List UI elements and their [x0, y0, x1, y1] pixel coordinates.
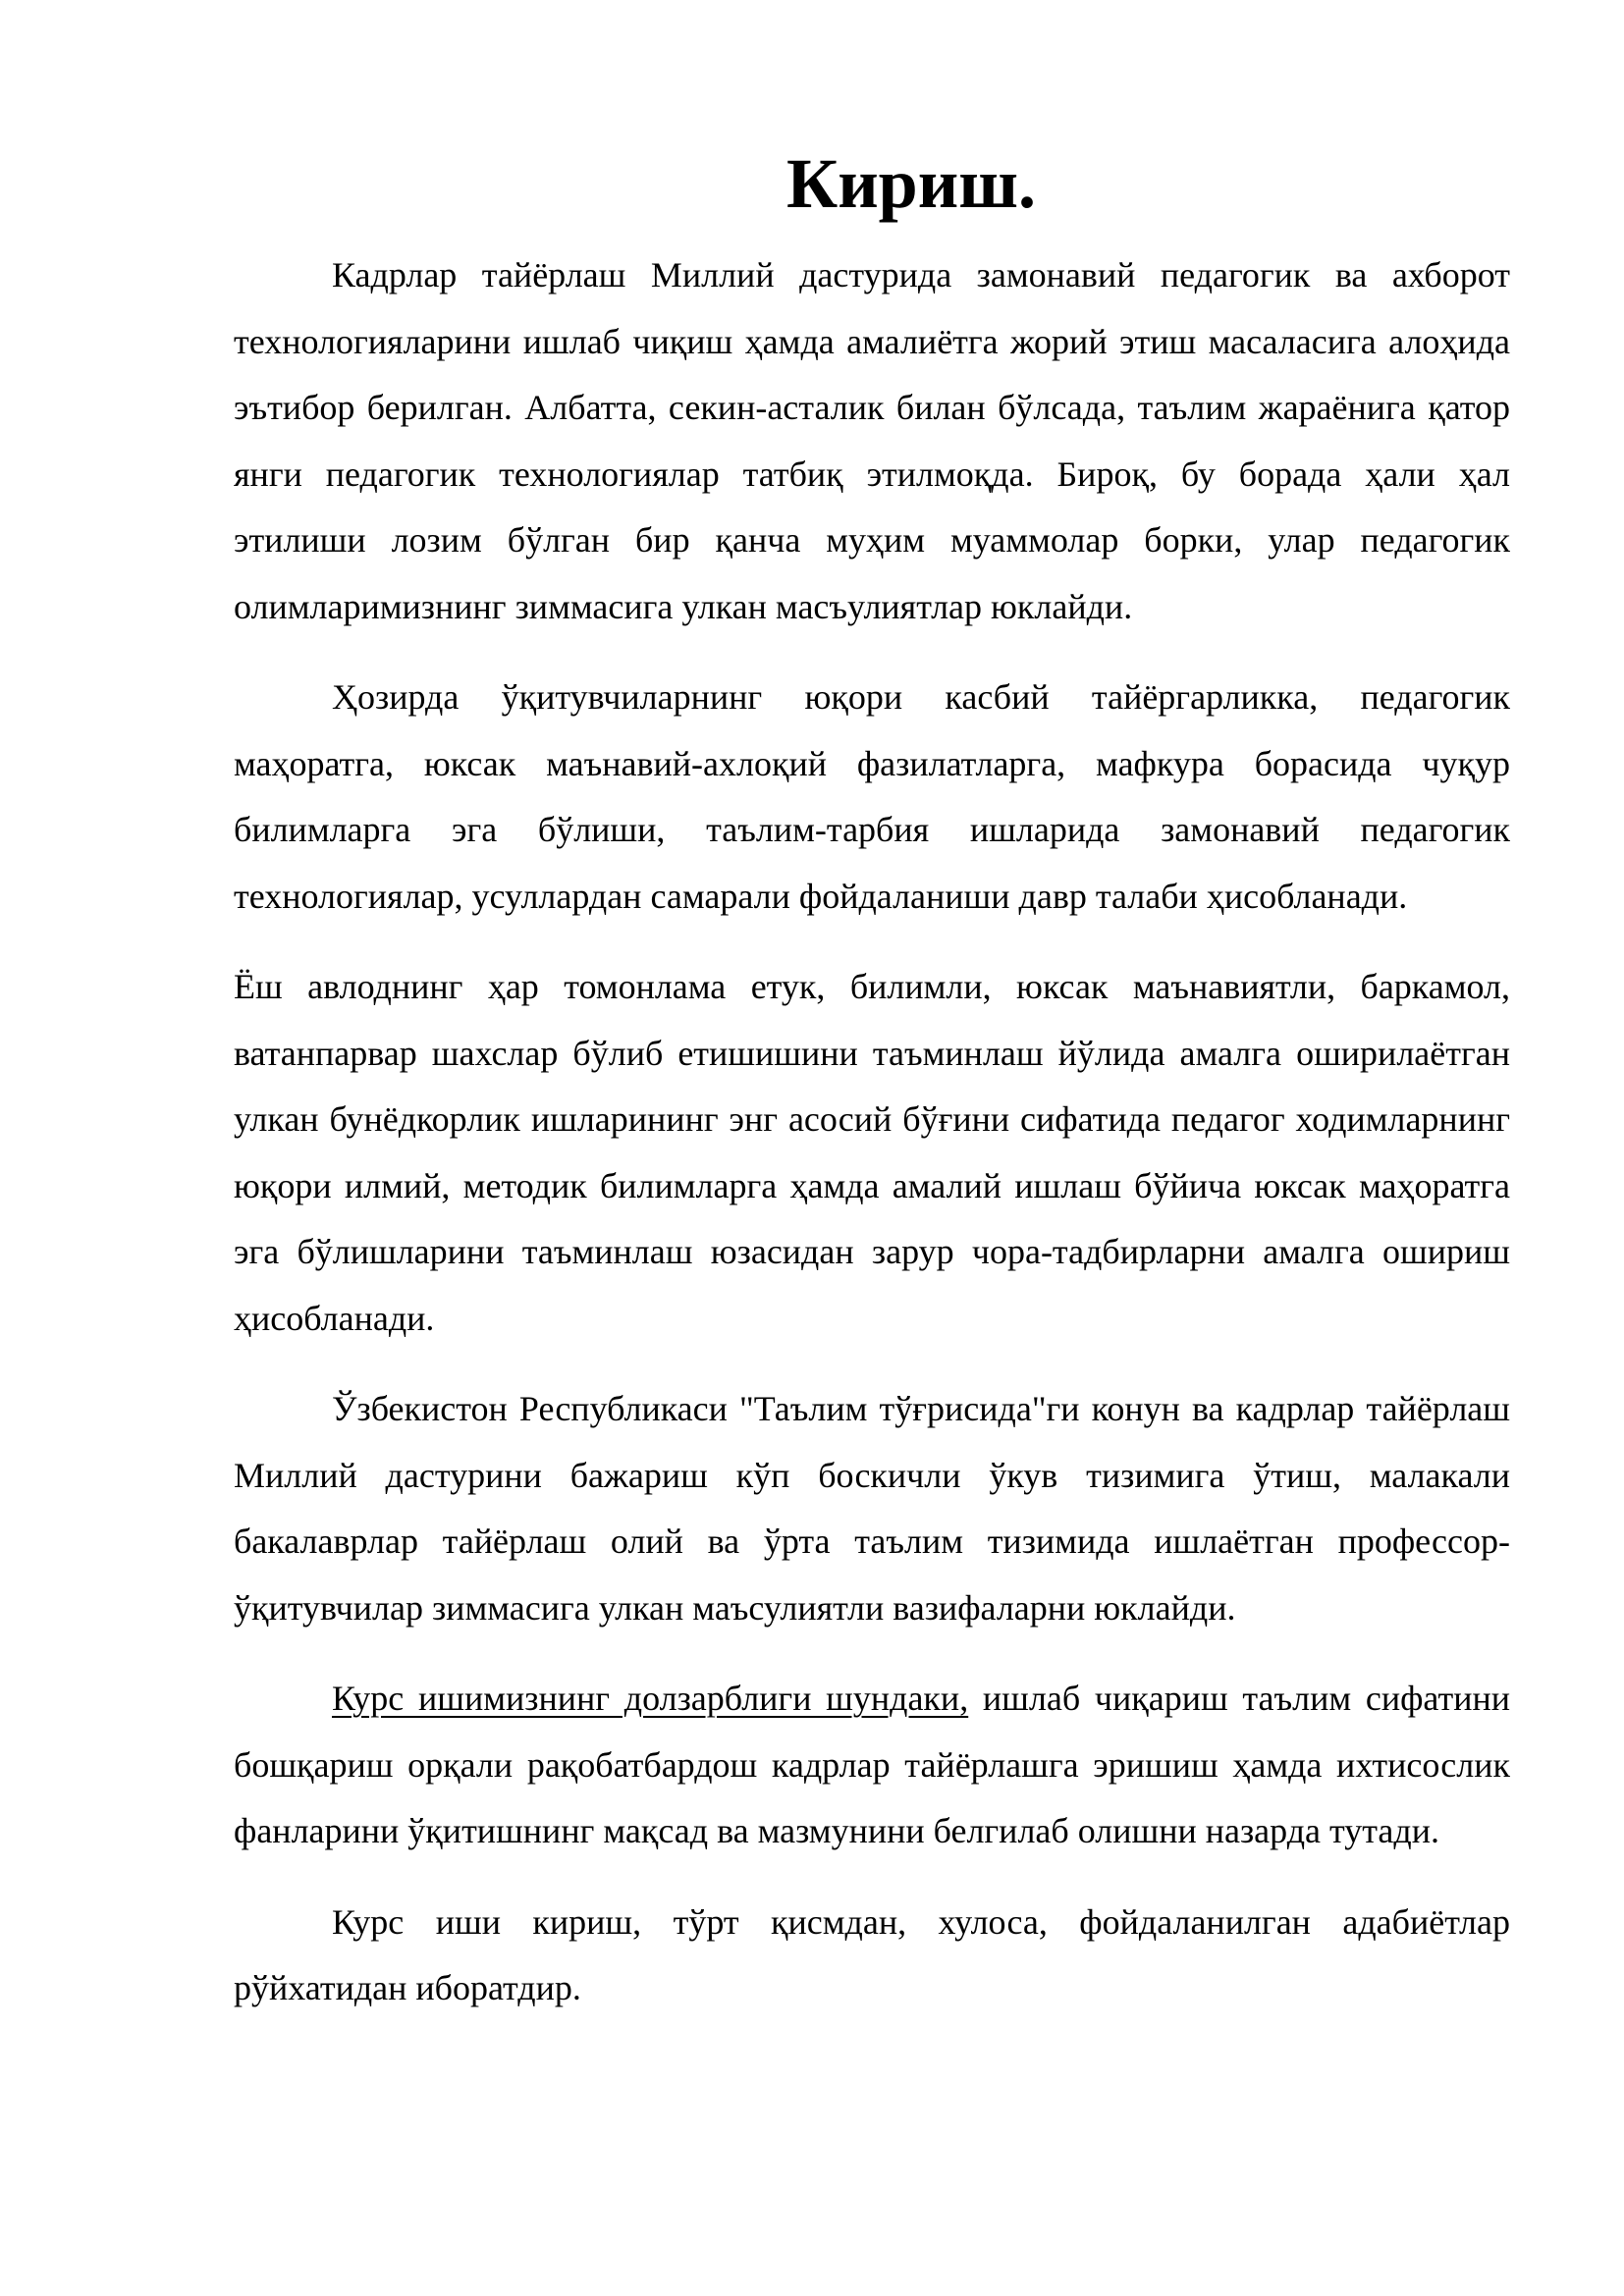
relevance-heading: Курс ишимизнинг долзарблиги шундаки,	[332, 1679, 969, 1718]
paragraph-2: Ҳозирда ўқитувчиларнинг юқори касбий тайёргарликка, педагогик маҳоратга, юксак маънавий-ахлоқий фазилатларга, мафкура борасида чуқур билимларга эга бўлиши, таълим-тарбия ишларида замонавий педагогик технологиялар, усуллардан самарали фойдаланиши давр талаби ҳисобланади.	[234, 677, 1510, 916]
paragraph-3: Ёш авлоднинг ҳар томонлама етук, билимли, юксак маънавиятли, баркамол, ватанпарвар шахслар бўлиб етишишини таъминлаш йўлида амалга оширилаётган улкан бунёдкорлик ишларининг энг асосий бўғини сифатида педагог ходимларнинг юқори илмий, методик билимларга ҳамда амалий ишлаш бўйича юксак маҳоратга эга бўлишларини таъминлаш юзасидан зарур чора-тадбирларни амалга ошириш ҳисобланади.	[234, 967, 1510, 1338]
paragraph-5	[234, 1666, 1510, 1865]
relevance-text: ишлаб чиқариш таълим сифатини бошқариш орқали рақобатбардош кадрлар тайёрлашга эришиш ҳамда ихтисослик фанларини ўқитишнинг мақсад ва мазмунини белгилаб олишни назарда тутади.	[234, 1679, 1511, 1850]
paragraph-6: Курс иши кириш, тўрт қисмдан, хулоса, фойдаланилган адабиётлар рўйхатидан иборатдир.	[234, 1901, 1510, 2007]
page-title: Кириш.	[785, 144, 1036, 223]
document-body	[234, 144, 1511, 2022]
paragraph-4: Ўзбекистон Республикаси "Таълим тўғрисида"ги конун ва кадрлар тайёрлаш Миллий дастурини бажариш кўп боскичли ўкув тизимига ўтиш, малакали бакалаврлар тайёрлаш олий ва ўрта таълим тизимида ишлаётган профессор-ўқитувчилар зиммасига улкан маъсулиятли вазифаларни юклайди.	[234, 1389, 1510, 1628]
paragraph-1: Кадрлар тайёрлаш Миллий дастурида замонавий педагогик ва ахборот технологияларини ишлаб чиқиш ҳамда амалиётга жорий этиш масаласига алоҳида эътибор берилган. Албатта, секин-асталик билан бўлсада, таълим жараёнига қатор янги педагогик технологиялар татбиқ этилмоқда. Бироқ, бу борада ҳали ҳал этилиши лозим бўлган бир қанча муҳим муаммолар борки, улар педагогик олимларимизнинг зиммасига улкан масъулиятлар юклайди.	[234, 255, 1510, 626]
